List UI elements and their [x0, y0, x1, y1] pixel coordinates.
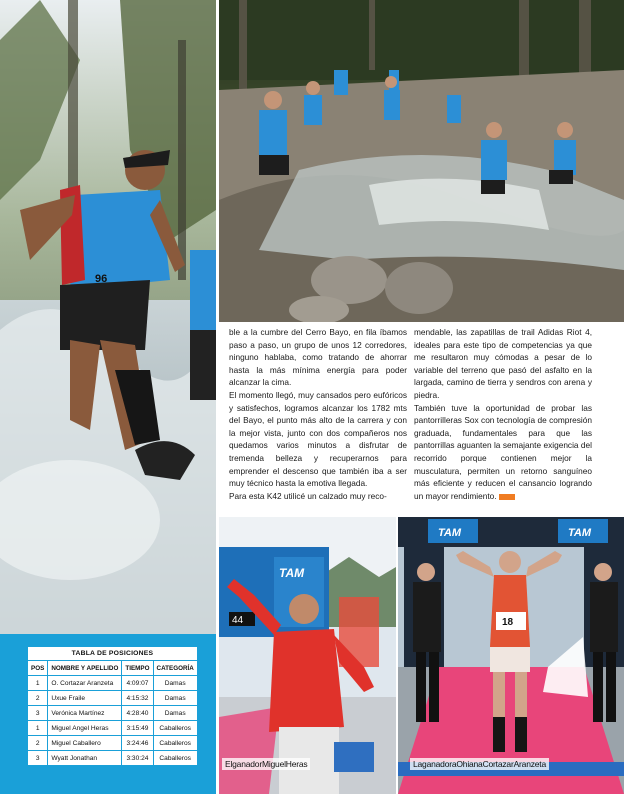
article-paragraph: ble a la cumbre del Cerro Bayo, en fila íbamos paso a paso, un grupo de unos 12 corredores, ninguno hablaba, como tratando de ahorrar hasta la más mínima energía para poder alcanzar la cima.	[229, 327, 407, 388]
time-cell: 4:15:32	[122, 691, 153, 706]
category-cell: Damas	[153, 691, 197, 706]
name-cell: Wyatt Jonathan	[48, 751, 122, 766]
results-panel	[0, 634, 216, 794]
tam-logo-male: TAM	[279, 566, 305, 580]
category-cell: Caballeros	[153, 721, 197, 736]
table-row	[28, 691, 198, 706]
name-cell: O. Cortazar Aranzeta	[48, 676, 122, 691]
category-cell: Caballeros	[153, 751, 197, 766]
pos-cell: 2	[28, 736, 48, 751]
col-header-category: CATEGORÍA	[153, 661, 197, 676]
table-row	[28, 676, 198, 691]
name-cell: Miguel Caballero	[48, 736, 122, 751]
col-header-pos: POS	[28, 661, 48, 676]
male-winner-caption: ElganadorMiguelHeras	[222, 758, 310, 770]
creek-crossing-photo	[219, 0, 624, 322]
time-cell: 3:30:24	[122, 751, 153, 766]
article-paragraph-last	[414, 402, 592, 503]
col-header-name: NOMBRE Y APELLIDO	[48, 661, 122, 676]
tam-logo-arch-left: TAM	[438, 527, 462, 539]
arch-counter: 44	[232, 615, 244, 626]
female-winner-caption: LaganadoraOhianaCortazarAranzeta	[410, 758, 549, 770]
name-cell: Verónica Martínez	[48, 706, 122, 721]
article-paragraph: mendable, las zapatillas de trail Adidas Riot 4, ideales para este tipo de competencias ya que me resultaron muy cómodas a pesar de lo variable del terreno que pasó del asfalto en la largada, camino de tierra y sendros con arena y piedra.	[414, 327, 592, 400]
col-header-time: TIEMPO	[122, 661, 153, 676]
article-paragraph: El momento llegó, muy cansados pero eufóricos y satisfechos, logramos alcanzar los 1782 mts del Bayo, el punto más alto de la carrera y con la mejor vista, junto con dos compañeros nos quedamos varios minutos a disfrutar de tremenda belleza y recuperarnos para emprender el descenso que también iba a ser muy técnico hasta la emotiva llegada.	[229, 389, 407, 489]
category-cell: Damas	[153, 676, 197, 691]
name-cell: Uxue Fraile	[48, 691, 122, 706]
article-column-1	[229, 326, 407, 502]
runner-splash-photo	[0, 0, 216, 634]
article-paragraph: Para esta K42 utilicé un calzado muy reco-	[229, 490, 387, 501]
table-row	[28, 736, 198, 751]
pos-cell: 1	[28, 721, 48, 736]
article-paragraph-text: También tuve la oportunidad de probar las pantorrilleras Sox con tecnología de compresión graduada, fundamentales para que las pantorrillas aguanten la semajante exigencia del recorrido porque contienen mejor la musculatura, permiten un retorno sanguíneo más eficiente y reducen el cansancio logrando un mayor rendimiento.	[414, 402, 592, 501]
time-cell: 4:28:40	[122, 706, 153, 721]
pos-cell: 2	[28, 691, 48, 706]
article-column-2	[414, 326, 592, 502]
name-cell: Miguel Angel Heras	[48, 721, 122, 736]
table-row	[28, 706, 198, 721]
runner-bib-number: 96	[95, 273, 108, 285]
results-title: TABLA DE POSICIONES	[28, 647, 198, 661]
time-cell: 4:09:07	[122, 676, 153, 691]
female-winner-photo	[398, 517, 624, 794]
tam-logo-arch-right: TAM	[568, 527, 592, 539]
table-row	[28, 751, 198, 766]
results-table	[27, 646, 198, 766]
category-cell: Damas	[153, 706, 197, 721]
winner-bib-number: 18	[502, 617, 514, 628]
time-cell: 3:15:49	[122, 721, 153, 736]
pos-cell: 3	[28, 706, 48, 721]
time-cell: 3:24:46	[122, 736, 153, 751]
male-winner-photo	[219, 517, 396, 794]
category-cell: Caballeros	[153, 736, 197, 751]
pos-cell: 3	[28, 751, 48, 766]
pos-cell: 1	[28, 676, 48, 691]
end-of-article-icon	[499, 494, 515, 500]
table-row	[28, 721, 198, 736]
